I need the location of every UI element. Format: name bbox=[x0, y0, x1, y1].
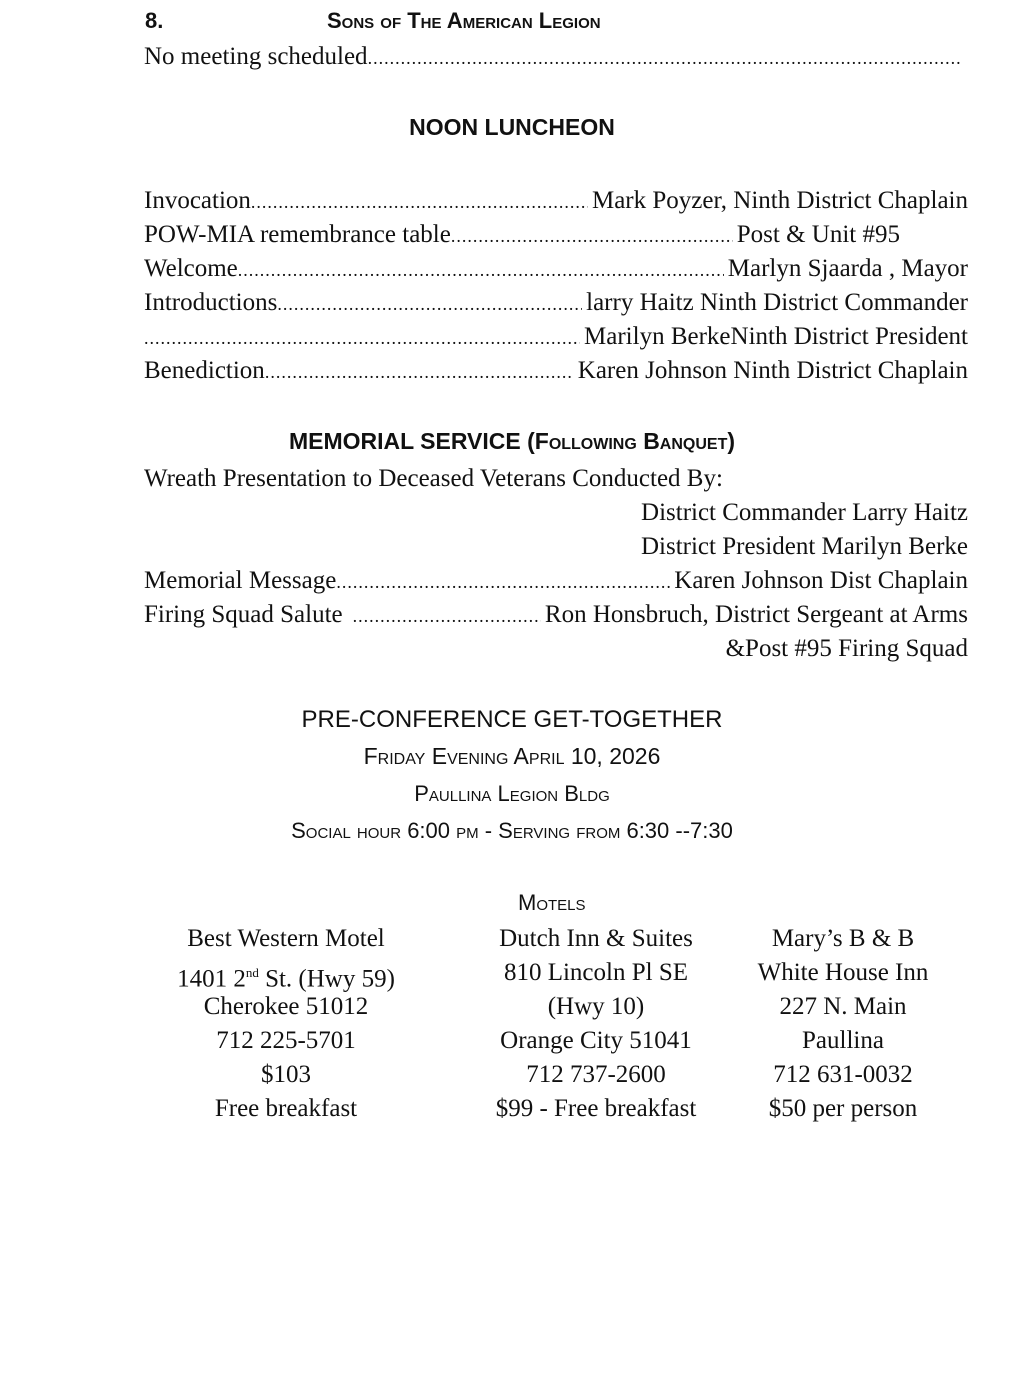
motel-phone: 712 631-0032 bbox=[773, 1061, 913, 1088]
dot-leader bbox=[451, 219, 733, 253]
program-value: larry Haitz Ninth District Commander bbox=[586, 289, 968, 316]
memorial-heading-note: (Following Banquet) bbox=[527, 428, 736, 454]
motel-city: Cherokee 51012 bbox=[203, 993, 369, 1020]
motel-highway: (Hwy 10) bbox=[547, 993, 645, 1020]
motel-name: Dutch Inn & Suites bbox=[499, 925, 693, 952]
program-value: Marilyn BerkeNinth District President bbox=[584, 323, 968, 350]
motel-name: Best Western Motel bbox=[187, 925, 385, 952]
program-row bbox=[144, 320, 968, 354]
preconference-date: Friday Evening April 10, 2026 bbox=[363, 743, 661, 769]
dot-leader bbox=[238, 253, 724, 287]
firing-squad-continuation: &Post #95 Firing Squad bbox=[725, 635, 968, 662]
program-label: Welcome bbox=[144, 255, 238, 282]
program-value: Karen Johnson Ninth District Chaplain bbox=[577, 357, 968, 384]
motel-column-best-western bbox=[158, 922, 414, 1126]
motel-price: $103 bbox=[261, 1061, 311, 1088]
dot-leader bbox=[265, 355, 574, 389]
program-row bbox=[144, 218, 900, 252]
conductor-president: District President Marilyn Berke bbox=[640, 533, 968, 560]
motel-price: $99 - Free breakfast bbox=[495, 1095, 697, 1122]
motel-city: Orange City 51041 bbox=[500, 1027, 692, 1054]
motel-column-marys bbox=[736, 922, 950, 1126]
no-meeting-row bbox=[144, 40, 962, 74]
motels-heading: Motels bbox=[518, 890, 586, 915]
dot-leader bbox=[251, 185, 588, 219]
memorial-heading-text: MEMORIAL SERVICE bbox=[288, 428, 521, 454]
conductor-commander: District Commander Larry Haitz bbox=[641, 499, 968, 526]
motel-subname: White House Inn bbox=[757, 959, 929, 986]
memorial-row bbox=[144, 598, 968, 632]
program-label: Firing Squad Salute bbox=[144, 601, 343, 628]
program-row bbox=[144, 184, 968, 218]
motel-address: 810 Lincoln Pl SE bbox=[503, 959, 689, 986]
address-ordinal: nd bbox=[245, 965, 259, 980]
motel-phone: 712 225-5701 bbox=[216, 1027, 356, 1054]
dot-leader bbox=[368, 41, 962, 75]
preconference-place: Paullina Legion Bldg bbox=[414, 781, 610, 806]
memorial-row bbox=[144, 564, 968, 598]
program-label: Benediction bbox=[144, 357, 265, 384]
motel-column-dutch-inn bbox=[466, 922, 726, 1126]
program-label: Introductions bbox=[144, 289, 278, 316]
address-part: St. (Hwy 59) bbox=[258, 965, 395, 993]
no-meeting-label: No meeting scheduled bbox=[144, 43, 368, 70]
motel-price: $50 per person bbox=[768, 1095, 918, 1122]
program-value: Marlyn Sjaarda , Mayor bbox=[727, 255, 968, 282]
dot-leader bbox=[277, 287, 582, 321]
motel-name: Mary’s B & B bbox=[771, 925, 915, 952]
motel-city: Paullina bbox=[802, 1027, 884, 1054]
program-label: Invocation bbox=[144, 187, 251, 214]
address-part: 1401 2 bbox=[177, 965, 246, 993]
dot-leader bbox=[144, 321, 580, 355]
program-row bbox=[144, 354, 968, 388]
preconference-heading: PRE-CONFERENCE GET-TOGETHER bbox=[301, 706, 723, 733]
program-label: Memorial Message bbox=[144, 567, 337, 594]
program-value: Mark Poyzer, Ninth District Chaplain bbox=[591, 187, 968, 214]
dot-leader bbox=[336, 565, 670, 599]
program-row bbox=[144, 252, 968, 286]
program-row bbox=[144, 286, 968, 320]
section-title: Sons of The American Legion bbox=[327, 8, 601, 33]
program-value: Karen Johnson Dist Chaplain bbox=[674, 567, 968, 594]
program-value: Post & Unit #95 bbox=[736, 221, 900, 248]
section-number: 8. bbox=[145, 8, 164, 33]
memorial-heading bbox=[0, 428, 1024, 455]
motel-address bbox=[158, 956, 414, 993]
dot-leader bbox=[353, 599, 541, 633]
preconference-social: Social hour 6:00 pm - Serving from 6:30 --7:30 bbox=[291, 818, 733, 843]
wreath-line: Wreath Presentation to Deceased Veterans Conducted By: bbox=[144, 465, 723, 492]
program-label: POW-MIA remembrance table bbox=[144, 221, 451, 248]
motel-address: 227 N. Main bbox=[779, 993, 907, 1020]
motel-phone: 712 737-2600 bbox=[526, 1061, 666, 1088]
motel-note: Free breakfast bbox=[214, 1095, 358, 1122]
noon-luncheon-heading: NOON LUNCHEON bbox=[409, 114, 615, 140]
program-value: Ron Honsbruch, District Sergeant at Arms bbox=[544, 601, 968, 628]
